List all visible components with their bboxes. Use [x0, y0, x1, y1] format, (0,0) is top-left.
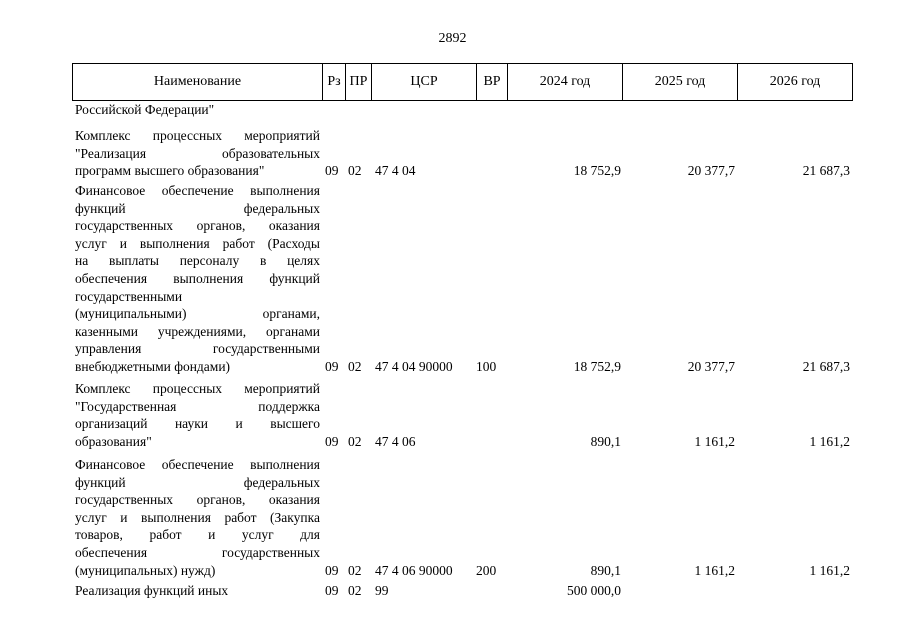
- name-line: обеспечения выполнения функций: [75, 270, 320, 286]
- cell-pr: 02: [348, 562, 362, 578]
- name-line: казенными учреждениями, органами: [75, 323, 320, 339]
- header-vr: ВР: [477, 64, 508, 101]
- cell-pr: 02: [348, 583, 362, 598]
- name-line: Российской Федерации": [75, 102, 215, 117]
- cell-2024: 890,1: [590, 433, 621, 449]
- header-name: Наименование: [73, 64, 323, 101]
- cell-2024: 18 752,9: [573, 163, 621, 179]
- header-csr: ЦСР: [372, 64, 477, 101]
- header-rz: Рз: [323, 64, 346, 101]
- name-line: Финансовое обеспечение выполнения: [75, 183, 320, 198]
- cell-name: [75, 182, 320, 376]
- cell-name: [75, 380, 320, 450]
- cell-name: [75, 582, 320, 600]
- name-line: государственных органов, оказания: [75, 492, 320, 508]
- header-2025: 2025 год: [623, 64, 738, 101]
- name-line: Комплекс процессных мероприятий: [75, 128, 320, 143]
- name-line: обеспечения государственных: [75, 544, 320, 560]
- cell-2026: 1 161,2: [809, 433, 850, 449]
- cell-name: [75, 127, 320, 180]
- cell-csr: 47 4 04 90000: [375, 359, 453, 374]
- cell-2024: 890,1: [590, 562, 621, 578]
- cell-2024: 500 000,0: [567, 583, 621, 598]
- header-pr: ПР: [346, 64, 372, 101]
- name-line: "Государственная поддержка: [75, 398, 320, 414]
- table-header: [72, 63, 853, 101]
- name-line: на выплаты персоналу в целях: [75, 253, 320, 269]
- page-number: 2892: [438, 31, 467, 46]
- cell-pr: 02: [348, 359, 362, 374]
- name-line: (муниципальными) органами,: [75, 306, 320, 322]
- cell-rz: 09: [325, 163, 339, 179]
- name-line: функций федеральных: [75, 200, 320, 216]
- name-line: программ высшего образования": [75, 163, 265, 179]
- name-line: товаров, работ и услуг для: [75, 527, 320, 543]
- name-line: услуг и выполнения работ (Закупка: [75, 509, 320, 525]
- name-line: организаций науки и высшего: [75, 416, 320, 432]
- header-2026: 2026 год: [738, 64, 853, 101]
- cell-2025: 20 377,7: [687, 359, 735, 374]
- cell-pr: 02: [348, 163, 362, 179]
- cell-csr: 47 4 06 90000: [375, 562, 453, 578]
- name-line: Финансовое обеспечение выполнения: [75, 457, 320, 472]
- name-line: Реализация функций иных: [75, 583, 229, 598]
- cell-name: [75, 101, 320, 119]
- name-line: государственных органов, оказания: [75, 218, 320, 234]
- cell-rz: 09: [325, 562, 339, 578]
- cell-2026: 21 687,3: [802, 163, 850, 179]
- name-line: услуг и выполнения работ (Расходы: [75, 235, 320, 251]
- header-2024: 2024 год: [508, 64, 623, 101]
- cell-vr: 100: [476, 359, 497, 374]
- cell-2026: 1 161,2: [809, 562, 850, 578]
- cell-csr: 99: [375, 583, 389, 598]
- name-line: внебюджетными фондами): [75, 358, 231, 374]
- cell-rz: 09: [325, 359, 339, 374]
- name-line: функций федеральных: [75, 474, 320, 490]
- name-line: Комплекс процессных мероприятий: [75, 381, 320, 396]
- cell-csr: 47 4 04: [375, 163, 416, 179]
- cell-rz: 09: [325, 583, 339, 598]
- name-line: образования": [75, 433, 152, 449]
- cell-2025: 1 161,2: [694, 433, 735, 449]
- cell-rz: 09: [325, 433, 339, 449]
- name-line: управления государственными: [75, 341, 320, 357]
- cell-2025: 20 377,7: [687, 163, 735, 179]
- name-line: "Реализация образовательных: [75, 145, 320, 161]
- cell-2024: 18 752,9: [573, 359, 621, 374]
- cell-2025: 1 161,2: [694, 562, 735, 578]
- cell-name: [75, 456, 320, 579]
- name-line: (муниципальных) нужд): [75, 562, 216, 578]
- cell-2026: 21 687,3: [802, 359, 850, 374]
- cell-csr: 47 4 06: [375, 433, 416, 449]
- cell-vr: 200: [476, 562, 497, 578]
- cell-pr: 02: [348, 433, 362, 449]
- name-line: государственными: [75, 288, 183, 304]
